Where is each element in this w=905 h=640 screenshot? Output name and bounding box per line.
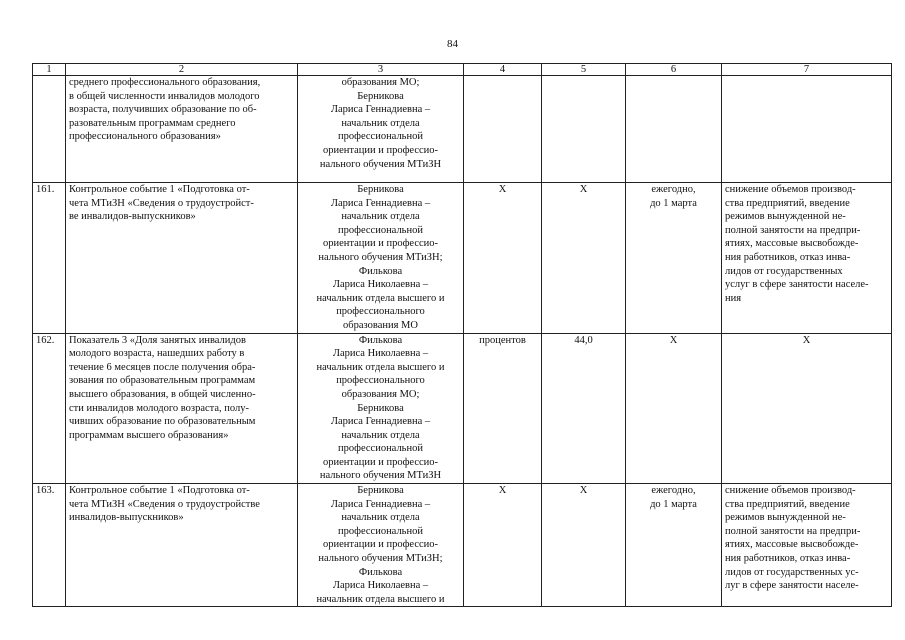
risk-cell (722, 76, 892, 183)
row-number: 162. (33, 333, 66, 484)
column-header: 1 (33, 64, 66, 76)
page-number: 84 (447, 38, 458, 50)
column-header: 6 (626, 64, 722, 76)
value-cell: X (542, 484, 626, 607)
column-header: 2 (66, 64, 298, 76)
value-cell (542, 76, 626, 183)
column-header: 4 (464, 64, 542, 76)
table-row (33, 76, 892, 183)
table-row (33, 333, 892, 484)
responsible-executor: Берникова Лариса Геннадиевна – начальник отдела профессиональной ориентации и профессио- нального обучения МТиЗН; Филькова Лариса Николаевна – начальник отдела высшего и профессионального образования МО (298, 183, 464, 334)
term-cell: ежегодно, до 1 марта (626, 183, 722, 334)
measure-name: среднего профессионального образования, в общей численности инвалидов молодого возраста, получивших образование по об- разовательным программам среднего профессионального образования» (66, 76, 298, 183)
unit-cell: X (464, 484, 542, 607)
table-row (33, 484, 892, 607)
row-number: 163. (33, 484, 66, 607)
column-header: 3 (298, 64, 464, 76)
value-cell: 44,0 (542, 333, 626, 484)
risk-cell: снижение объемов производ- ства предприятий, введение режимов вынужденной не- полной занятости на предпри- ятиях, массовые высвобожде- ния работников, отказ инва- лидов от государственных услуг в сфере занятости населе- ния (722, 183, 892, 334)
plan-table (32, 63, 892, 607)
column-header: 5 (542, 64, 626, 76)
responsible-executor: Филькова Лариса Николаевна – начальник отдела высшего и профессионального образования МО; Берникова Лариса Геннадиевна – начальник отдела профессиональной ориентации и профессио- нального обучения МТиЗН (298, 333, 464, 484)
risk-cell: X (722, 333, 892, 484)
table-row (33, 183, 892, 334)
unit-cell: процентов (464, 333, 542, 484)
column-header: 7 (722, 64, 892, 76)
measure-name: Контрольное событие 1 «Подготовка от- чета МТиЗН «Сведения о трудоустройстве инвалидов-выпускников» (66, 484, 298, 607)
row-number (33, 76, 66, 183)
unit-cell: X (464, 183, 542, 334)
measure-name: Контрольное событие 1 «Подготовка от- чета МТиЗН «Сведения о трудоустройст- ве инвалидов-выпускников» (66, 183, 298, 334)
row-number: 161. (33, 183, 66, 334)
value-cell: X (542, 183, 626, 334)
responsible-executor: образования МО; Берникова Лариса Геннадиевна – начальник отдела профессиональной ориентации и профессио- нального обучения МТиЗН (298, 76, 464, 183)
risk-cell: снижение объемов производ- ства предприятий, введение режимов вынужденной не- полной занятости на предпри- ятиях, массовые высвобожде- ния работников, отказ инва- лидов от государственных ус- луг в сфере занятости населе- (722, 484, 892, 607)
term-cell (626, 76, 722, 183)
measure-name: Показатель 3 «Доля занятых инвалидов молодого возраста, нашедших работу в течение 6 месяцев после получения обра- зования по образовательным программам высшего образования, в общей численно- сти инвалидов молодого возраста, полу- чивших образование по образовательным программам высшего образования» (66, 333, 298, 484)
unit-cell (464, 76, 542, 183)
responsible-executor: Берникова Лариса Геннадиевна – начальник отдела профессиональной ориентации и профессио- нального обучения МТиЗН; Филькова Лариса Николаевна – начальник отдела высшего и (298, 484, 464, 607)
term-cell: ежегодно, до 1 марта (626, 484, 722, 607)
column-number-row (33, 64, 892, 76)
term-cell: X (626, 333, 722, 484)
